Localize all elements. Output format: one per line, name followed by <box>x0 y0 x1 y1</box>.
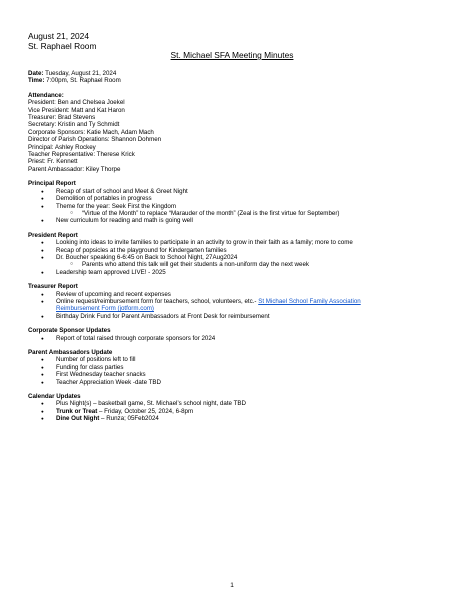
calendar-updates-list <box>28 400 438 422</box>
reimbursement-form-link-continued[interactable]: Reimbursement Form (jotform.com) <box>56 305 154 313</box>
attendee-line: Principal: Ashley Rockey <box>28 143 96 151</box>
list-item: ● Dine Out Night – Runza; 05Feb2024 <box>28 415 438 422</box>
treasurer-report-list <box>28 291 438 321</box>
list-item: ● Report of total raised through corporate sponsors for 2024 <box>28 335 438 342</box>
list-item: ● Recap of popsicles at the playground for Kindergarten families <box>28 247 438 254</box>
list-item: ● Plus Night(s) – basketball game, St. Michael’s school night, date TBD <box>28 400 438 407</box>
document-title: St. Michael SFA Meeting Minutes <box>170 50 294 60</box>
list-item: ● Review of upcoming and recent expenses <box>28 291 438 298</box>
meeting-time: Time: 7:00pm, St. Raphael Room <box>28 77 121 85</box>
list-item: ● Number of positions left to fill <box>28 356 438 363</box>
header-date: August 21, 2024 <box>28 31 90 41</box>
list-item: ● Teacher Appreciation Week -date TBD <box>28 379 438 386</box>
list-item: ● New curriculum for reading and math is going well <box>28 217 438 224</box>
sub-list-item: ○ Parents who attend this talk will get their students a non-uniform day the next week <box>28 261 438 268</box>
principal-report-list <box>28 188 438 225</box>
attendee-line: Corporate Sponsors: Katie Mach, Adam Mach <box>28 128 154 136</box>
attendee-line: Parent Ambassador: Kiley Thorpe <box>28 165 121 173</box>
document-body <box>28 70 438 423</box>
list-item: ● First Wednesday teacher snacks <box>28 371 438 378</box>
list-item: ● Birthday Drink Fund for Parent Ambassadors at Front Desk for reimbursement <box>28 313 438 320</box>
reimbursement-form-link[interactable]: St Michael School Family Association <box>258 297 361 305</box>
corporate-sponsor-list <box>28 335 438 342</box>
calendar-updates-heading: Calendar Updates <box>28 393 81 401</box>
treasurer-report-heading: Treasurer Report <box>28 283 78 291</box>
header-location: St. Raphael Room <box>28 41 97 51</box>
list-item: ● Looking into ideas to invite families to participate in an activity to grow in their faith as a family; more to come <box>28 239 438 246</box>
attendee-line: Teacher Representative: Therese Krick <box>28 151 135 159</box>
parent-ambassadors-heading: Parent Ambassadors Update <box>28 349 113 356</box>
list-item: ● Trunk or Treat – Friday, October 25, 2024, 6-8pm <box>28 408 438 415</box>
attendee-line: Treasurer: Brad Stevens <box>28 114 96 122</box>
president-report-list <box>28 239 438 276</box>
list-item: ● Leadership team approved LIVE! - 2025 <box>28 269 438 276</box>
sub-list-item: ○ “Virtue of the Month” to replace “Marauder of the month” (Zeal is the first virtue for September) <box>28 210 438 217</box>
principal-report-heading: Principal Report <box>28 180 76 188</box>
list-item: ● Dr. Boucher speaking 6-6:45 on Back to School Night, 27Aug2024 ○ Parents who attend this talk will get their students a non-uniform day the next week <box>28 254 438 269</box>
attendee-line: Secretary: Kristin and Ty Schmidt <box>28 121 120 129</box>
attendee-line: Director of Parish Operations: Shannon Dohmen <box>28 136 162 144</box>
president-report-heading: President Report <box>28 231 78 239</box>
attendee-line: Priest: Fr. Kennett <box>28 158 78 166</box>
meeting-date: Date: Tuesday, August 21, 2024 <box>28 70 117 77</box>
parent-ambassadors-list <box>28 356 438 386</box>
list-item: ● Theme for the year: Seek First the Kingdom ○ “Virtue of the Month” to replace “Marauder of the month” (Zeal is the first virtue for September) <box>28 203 438 218</box>
page-number: 1 <box>230 582 234 589</box>
list-item: ● Recap of start of school and Meet & Greet Night <box>28 188 438 195</box>
attendance-heading: Attendance: <box>28 91 64 99</box>
corporate-sponsor-heading: Corporate Sponsor Updates <box>28 327 111 335</box>
attendee-line: Vice President: Matt and Kat Haron <box>28 106 125 114</box>
list-item: ● Online request/reimbursement form for teachers, school, volunteers, etc.- St Michael School Family Association Reimbursement Form (jotform.com) <box>28 298 438 313</box>
list-item: ● Demolition of portables in progress <box>28 195 438 202</box>
attendee-line: President: Ben and Chelsea Joekel <box>28 99 125 107</box>
list-item: ● Funding for class parties <box>28 364 438 371</box>
